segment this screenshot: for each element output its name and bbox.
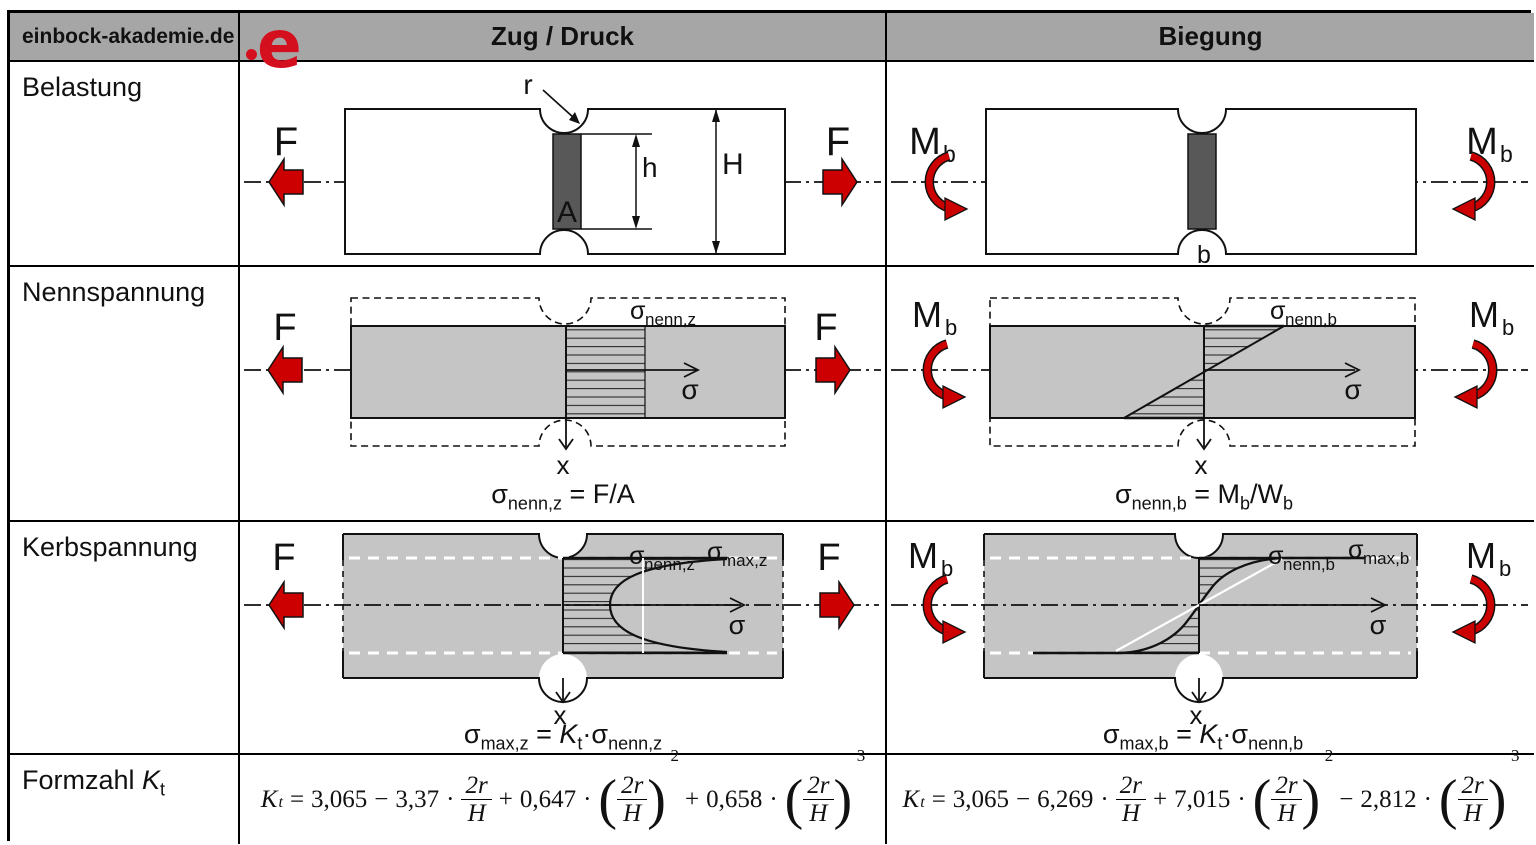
biegung-nennspannung-cell xyxy=(887,267,1534,522)
x-axis-label: x xyxy=(556,450,570,480)
comparison-table xyxy=(7,6,1531,841)
sigma-nenn-label: σ xyxy=(630,297,646,325)
header-zug-druck xyxy=(240,6,887,83)
radius-label: r xyxy=(523,69,533,100)
formula-max-z: $\sigma_{max,z} = K_t\cdot\sigma_{nenn,z}$ xyxy=(463,719,663,754)
moment-label-left-sub: b xyxy=(943,141,956,167)
moment-label-right-sub: b xyxy=(1499,556,1512,581)
kt-formula-zug-cell xyxy=(240,745,887,844)
row-label-kerbspannung: Kerbspannung xyxy=(10,522,240,755)
force-label-right: F xyxy=(825,120,851,164)
sigma-nenn-label-sub: nenn,z xyxy=(644,555,696,574)
sigma-nenn-label: σ xyxy=(1268,542,1284,570)
radius-leader-line xyxy=(543,90,574,118)
kt-formula-biegung-cell xyxy=(887,745,1534,844)
header-site-cell xyxy=(10,13,240,62)
force-arrow-left-icon xyxy=(269,159,303,205)
h-label: h xyxy=(642,152,658,183)
sigma-nenn-label: σ xyxy=(1270,297,1286,325)
formula-nenn-z: $\sigma_{nenn,z} = F/A$ xyxy=(491,479,635,514)
moment-arrowhead-right-icon xyxy=(1453,621,1475,643)
moment-arrowhead-left-icon xyxy=(943,621,965,643)
zug-belastung-diagram xyxy=(240,62,885,265)
H-label: H xyxy=(722,148,744,181)
force-arrow-left-icon xyxy=(269,582,303,628)
sigma-max-label-sub: max,z xyxy=(722,551,768,570)
width-label: b xyxy=(1197,241,1211,265)
force-label-right: F xyxy=(814,307,838,349)
force-arrow-right-icon xyxy=(816,347,850,393)
col-title-zug-druck: Zug / Druck xyxy=(490,21,634,51)
sigma-nenn-label-sub: nenn,b xyxy=(1285,310,1337,329)
sigma-axis-label: σ xyxy=(681,374,699,405)
moment-label-left-sub: b xyxy=(941,556,954,581)
force-label-left: F xyxy=(273,120,299,164)
moment-label-left: M xyxy=(912,294,942,335)
zug-belastung-cell xyxy=(240,62,887,267)
biegung-belastung-diagram xyxy=(887,62,1532,265)
formula-max-b: $\sigma_{max,b} = K_t\cdot\sigma_{nenn,b}$ xyxy=(1102,719,1304,754)
force-arrow-left-icon xyxy=(268,347,302,393)
stress-block-hatched xyxy=(566,326,645,418)
moment-label-right: M xyxy=(1466,121,1498,163)
moment-label-right: M xyxy=(1469,294,1499,335)
moment-arrowhead-right-icon xyxy=(1455,386,1477,408)
biegung-belastung-cell xyxy=(887,62,1534,267)
force-arrow-right-icon xyxy=(820,582,854,628)
zug-kerbspannung-cell xyxy=(240,522,887,755)
x-axis-label: x xyxy=(1194,450,1208,480)
force-label-left: F xyxy=(273,307,297,349)
radius-arrowhead-icon xyxy=(569,112,580,124)
sigma-max-label-sub: max,b xyxy=(1363,549,1410,568)
row-label-formzahl: Formzahl $K_t$ xyxy=(10,755,240,844)
force-arrow-right-icon xyxy=(823,159,857,205)
moment-arrowhead-right-icon xyxy=(1453,198,1475,220)
force-label-left: F xyxy=(272,537,296,579)
sigma-nenn-label-sub: nenn,b xyxy=(1283,555,1335,574)
moment-arrowhead-left-icon xyxy=(943,386,965,408)
sigma-axis-label: σ xyxy=(1344,374,1362,405)
formula-nenn-b: $\sigma_{nenn,b} = M_b/W_b$ xyxy=(1114,479,1294,514)
biegung-kerbspannung-cell xyxy=(887,522,1534,755)
moment-label-right-sub: b xyxy=(1500,141,1513,167)
row-label-nennspannung: Nennspannung xyxy=(10,267,240,522)
x-axis-label: x xyxy=(1189,700,1203,730)
section-area-strip xyxy=(1188,134,1216,229)
logo-dot-icon xyxy=(246,49,257,60)
moment-label-right: M xyxy=(1466,535,1496,576)
kt-formula-biegung: Kt = 3,065 − 6,269 · $\frac{2r}{H}$ + 7,015 · ( $\frac{2r}{H}$ ) 2 − 2,812 · ( $\frac{2r}{H}$ ) 3 xyxy=(902,745,1520,831)
sigma-max-label: σ xyxy=(1348,536,1364,564)
moment-arrowhead-left-icon xyxy=(945,198,967,220)
row-label-belastung: Belastung xyxy=(10,62,240,267)
moment-label-left: M xyxy=(909,121,941,163)
force-label-right: F xyxy=(817,537,841,579)
area-label: A xyxy=(556,196,578,229)
col-title-biegung: Biegung xyxy=(1158,21,1263,51)
sigma-nenn-label: σ xyxy=(629,542,645,570)
kt-formula-zug: Kt = 3,065 − 3,37 · $\frac{2r}{H}$ + 0,647 · ( $\frac{2r}{H}$ ) 2 + 0,658 · ( $\frac{2r}{H}$ ) 3 xyxy=(260,745,866,831)
x-axis-label: x xyxy=(553,700,567,730)
moment-label-right-sub: b xyxy=(1502,315,1515,340)
sigma-axis-label: σ xyxy=(728,610,746,640)
sigma-nenn-label-sub: nenn,z xyxy=(645,310,697,329)
moment-label-left-sub: b xyxy=(945,315,958,340)
einbock-logo-icon: e xyxy=(246,15,300,75)
header-biegung xyxy=(887,13,1534,62)
sigma-max-label: σ xyxy=(707,538,723,566)
zug-nennspannung-cell xyxy=(240,267,887,522)
sigma-axis-label: σ xyxy=(1369,610,1387,640)
moment-label-left: M xyxy=(908,535,938,576)
site-name: einbock-akademie.de xyxy=(22,24,235,48)
